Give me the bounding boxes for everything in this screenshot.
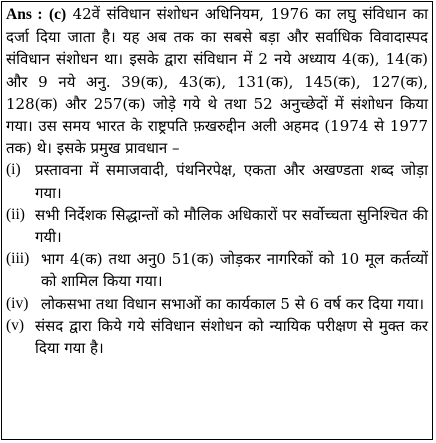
- provision-text: सभी निर्देशक सिद्धान्तों को मौलिक अधिकारों पर सर्वोच्चता सुनिश्चित की गयी।: [35, 205, 428, 247]
- answer-label: Ans :: [6, 6, 43, 23]
- provision-item: [6, 159, 428, 203]
- provision-number: (v): [6, 316, 25, 334]
- provision-number: (iii): [6, 250, 30, 268]
- provision-text: संसद द्वारा किये गये संविधान संशोधन को न्यायिक परीक्षण से मुक्त कर दिया गया है।: [35, 316, 428, 358]
- answer-box: [1, 1, 433, 440]
- answer-intro: [6, 3, 428, 159]
- provision-text: लोकसभा तथा विधान सभाओं का कार्यकाल 5 से 6 वर्ष कर दिया गया।: [41, 294, 425, 313]
- provision-item: [6, 248, 428, 292]
- provision-number: (ii): [6, 205, 25, 223]
- provision-item: [6, 293, 428, 315]
- provision-number: (i): [6, 161, 21, 179]
- provision-list: [6, 159, 428, 359]
- answer-option: (c): [48, 6, 67, 23]
- provision-item: [6, 204, 428, 248]
- answer-intro-text: 42वें संविधान संशोधन अधिनियम, 1976 का लघु संविधान का दर्जा दिया जाता है। यह अब तक का सबसे बड़ा और सर्वाधिक विवादास्पद संविधान संशोधन था। इसके द्वारा संविधान में 2 नये अध्याय 4(क), 14(क) और 9 नये अनु. 39(क), 43(क), 131(क), 145(क), 127(क), 128(क) और 257(क) जोड़े गये थे तथा 52 अनुच्छेदों में संशोधन किया गया। उस समय भारत के राष्ट्रपति फ़खरुद्दीन अली अहमद (1974 से 1977 तक) थे। इसके प्रमुख प्रावधान –: [6, 5, 428, 158]
- provision-text: प्रस्तावना में समाजवादी, पंथनिरपेक्ष, एकता और अखण्डता शब्द जोड़ा गया।: [35, 161, 428, 202]
- provision-number: (iv): [6, 294, 29, 312]
- provision-text: भाग 4(क) तथा अनु0 51(क) जोड़कर नागरिकों को 10 मूल कर्तव्यों को शामिल किया गया।: [41, 250, 428, 291]
- provision-item: [6, 315, 428, 359]
